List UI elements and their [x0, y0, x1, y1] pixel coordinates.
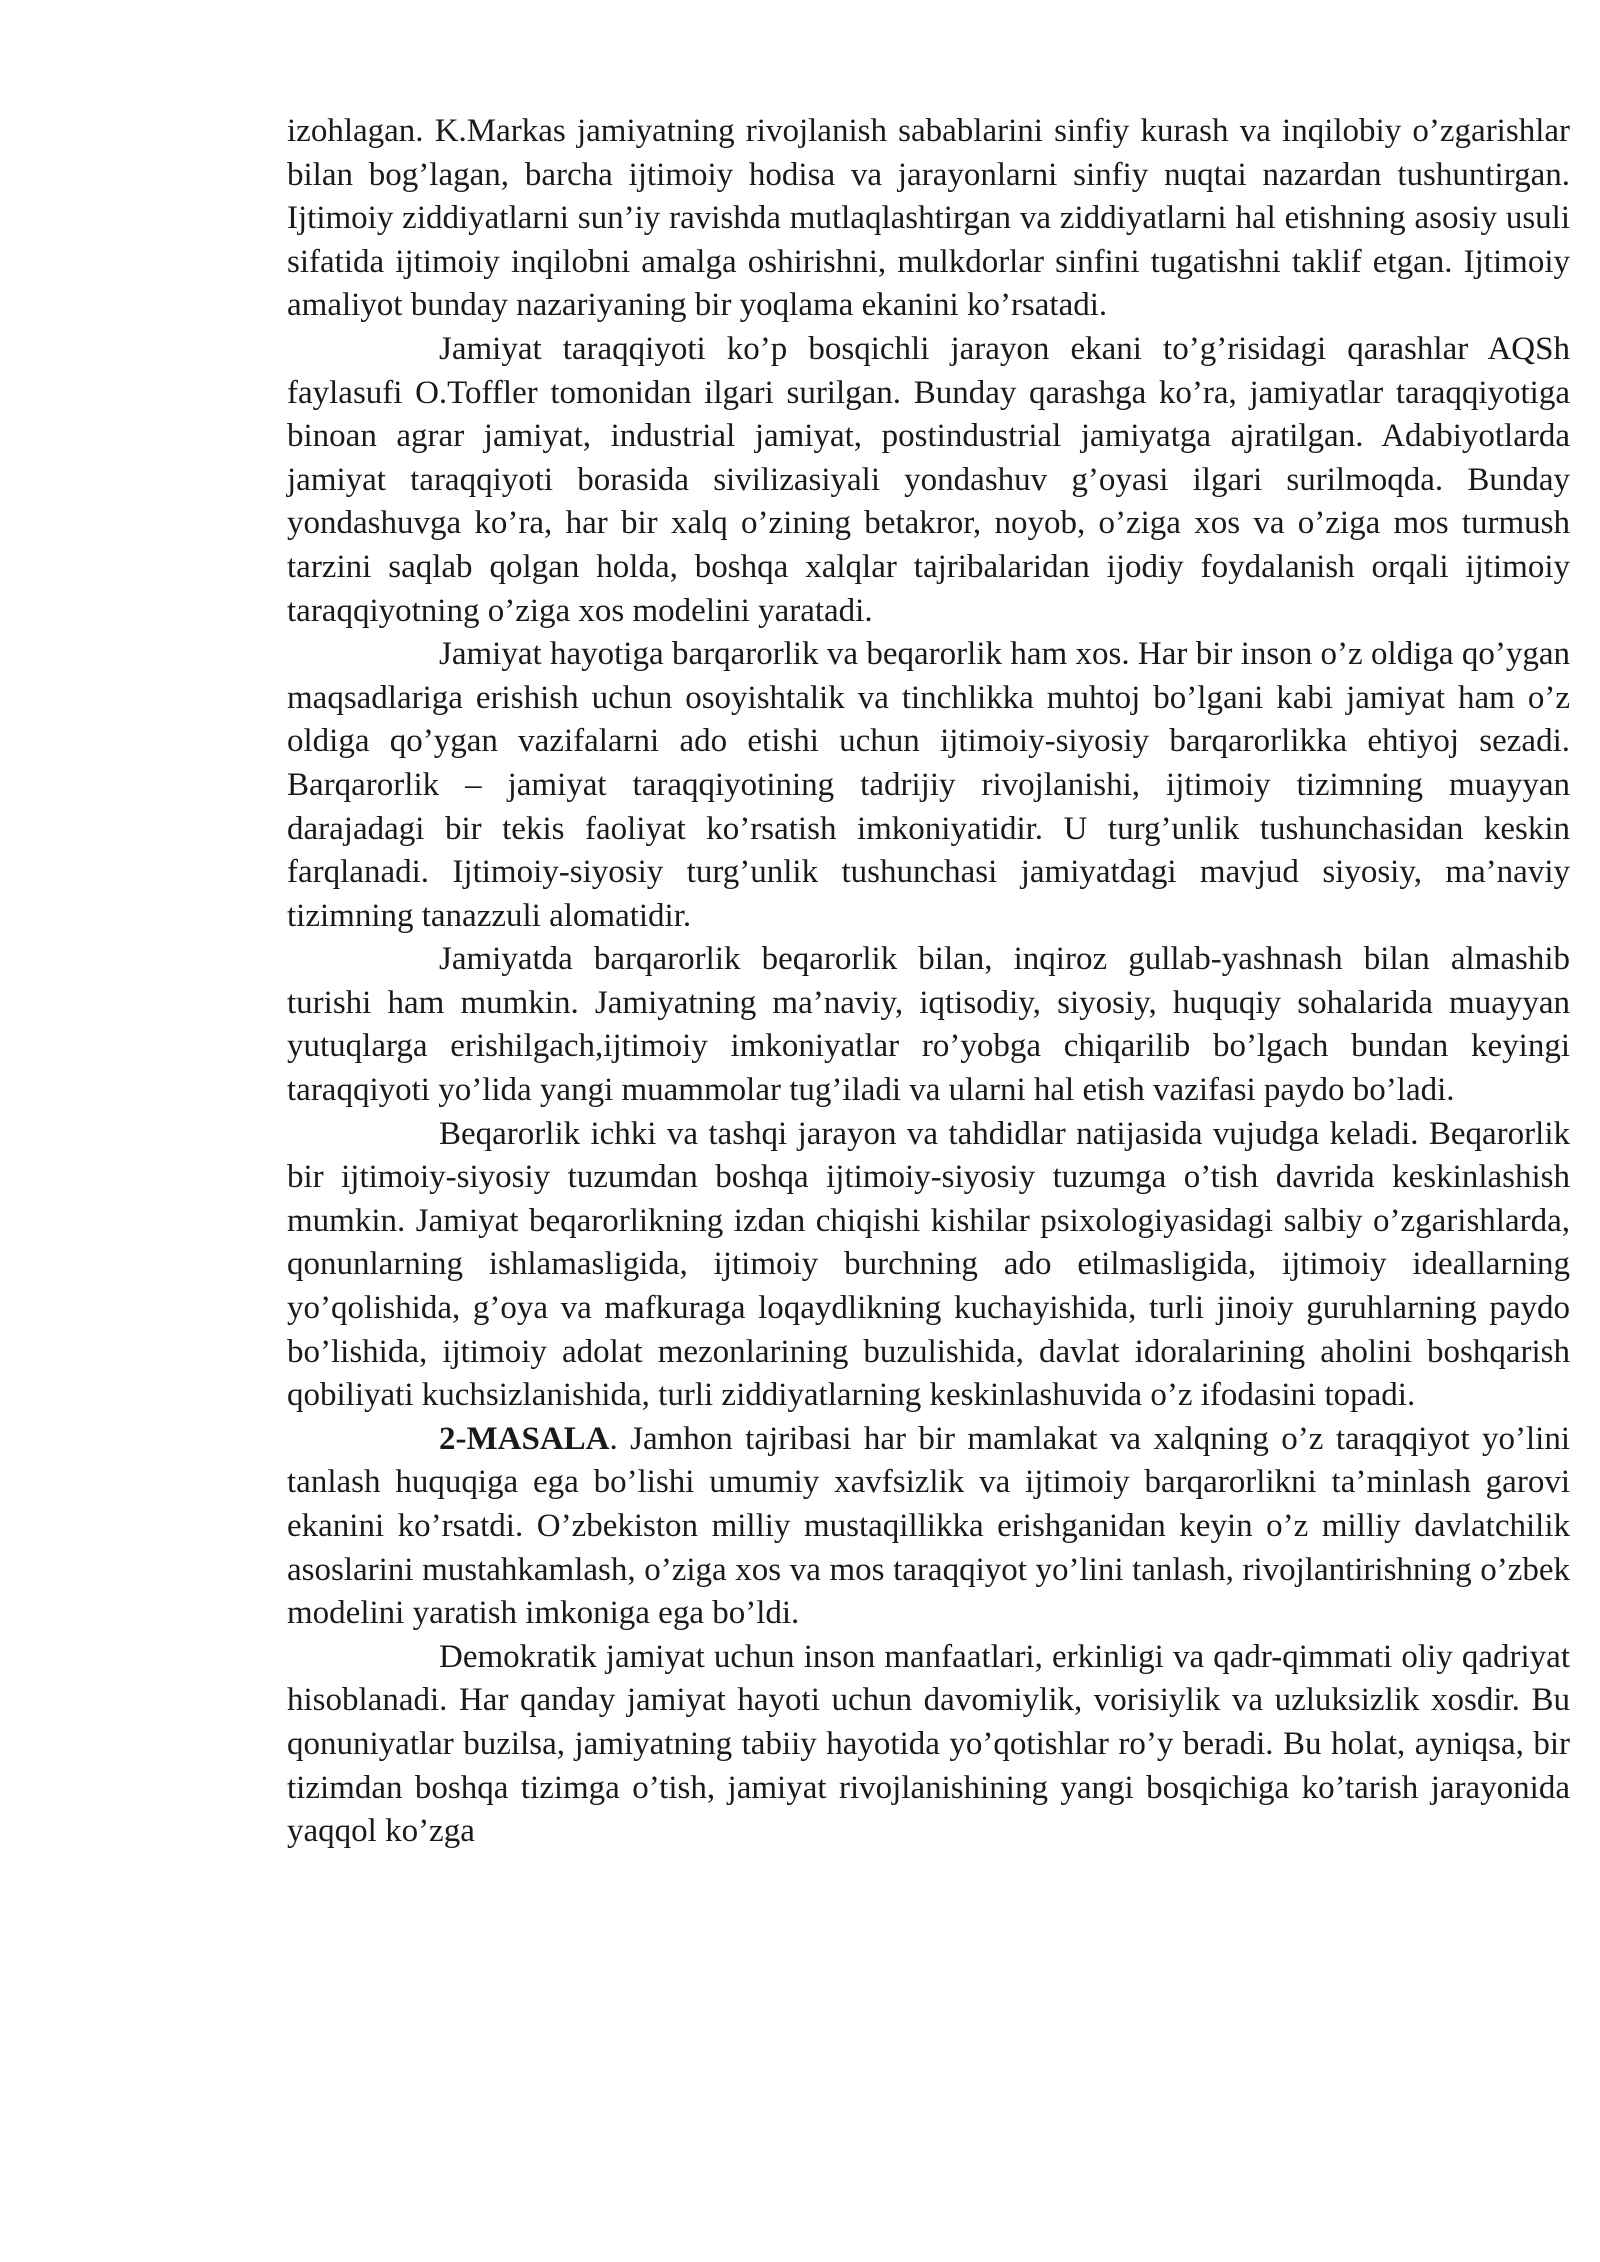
paragraph-2: Jamiyat taraqqiyoti ko’p bosqichli jarayon ekani to’g’risidagi qarashlar AQSh faylasufi O.Toffler tomonidan ilgari surilgan. Bunday qarashga ko’ra, jamiyatlar taraqqiyotiga binoan agrar jamiyat, industrial jamiyat, postindustrial jamiyatga ajratilgan. Adabiyotlarda jamiyat taraqqiyoti borasida sivilizasiyali yondashuv g’oyasi ilgari surilmoqda. Bunday yondashuvga ko’ra, har bir xalq o’zining betakror, noyob, o’ziga xos va o’ziga mos turmush tarzini saqlab qolgan holda, boshqa xalqlar tajribalaridan ijodiy foydalanish orqali ijtimoiy taraqqiyotning o’ziga xos modelini yaratadi. [287, 330, 1570, 629]
paragraph-4: Jamiyatda barqarorlik beqarorlik bilan, inqiroz gullab-yashnash bilan almashib turishi ham mumkin. Jamiyatning ma’naviy, iqtisodiy, siyosiy, huquqiy sohalarida muayyan yutuqlarga erishilgach,ijtimoiy imkoniyatlar ro’yobga chiqarilib bo’lgach bundan keyingi taraqqiyoti yo’lida yangi muammolar tug’iladi va ularni hal etish vazifasi paydo bo’ladi. [287, 941, 1570, 1109]
document-page [287, 110, 1570, 1854]
paragraph-7: Demokratik jamiyat uchun inson manfaatlari, erkinligi va qadr-qimmati oliy qadriyat hisoblanadi. Har qanday jamiyat hayoti uchun davomiylik, vorisiylik va uzluksizlik xosdir. Bu qonuniyatlar buzilsa, jamiyatning tabiiy hayotida yo’qotishlar ro’y beradi. Bu holat, ayniqsa, bir tizimdan boshqa tizimga o’tish, jamiyat rivojlanishining yangi bosqichiga ko’tarish jarayonida yaqqol ko’zga [287, 1638, 1570, 1850]
paragraph-1: izohlagan. K.Markas jamiyatning rivojlanish sabablarini sinfiy kurash va inqilobiy o’zgarishlar bilan bog’lagan, barcha ijtimoiy hodisa va jarayonlarni sinfiy nuqtai nazardan tushuntirgan. Ijtimoiy ziddiyatlarni sun’iy ravishda mutlaqlashtirgan va ziddiyatlarni hal etishning asosiy usuli sifatida ijtimoiy inqilobni amalga oshirishni, mulkdorlar sinfini tugatishni taklif etgan. Ijtimoiy amaliyot bunday nazariyaning bir yoqlama ekanini ko’rsatadi. [287, 113, 1570, 324]
paragraph-6 [287, 1418, 1570, 1636]
paragraph-5: Beqarorlik ichki va tashqi jarayon va tahdidlar natijasida vujudga keladi. Beqarorlik bir ijtimoiy-siyosiy tuzumdan boshqa ijtimoiy-siyosiy tuzumga o’tish davrida keskinlashish mumkin. Jamiyat beqarorlikning izdan chiqishi kishilar psixologiyasidagi salbiy o’zgarishlarda, qonunlarning ishlamasligida, ijtimoiy burchning ado etilmasligida, ijtimoiy ideallarning yo’qolishida, g’oya va mafkuraga loqaydlikning kuchayishida, turli jinoiy guruhlarning paydo bo’lishida, ijtimoiy adolat mezonlarining buzulishida, davlat idoralarining aholini boshqarish qobiliyati kuchsizlanishida, turli ziddiyatlarning keskinlashuvida o’z ifodasini topadi. [287, 1115, 1570, 1414]
paragraph-6-body: . Jamhon tajribasi har bir mamlakat va xalqning o’z taraqqiyot yo’lini tanlash huquqiga ega bo’lishi umumiy xavfsizlik va ijtimoiy barqarorlikni ta’minlash garovi ekanini ko’rsatdi. O’zbekiston milliy mustaqillikka erishganidan keyin o’z milliy davlatchilik asoslarini mustahkamlash, o’ziga xos va mos taraqqiyot yo’lini tanlash, rivojlantirishning o’zbek modelini yaratish imkoniga ega bo’ldi. [287, 1420, 1570, 1632]
paragraph-3: Jamiyat hayotiga barqarorlik va beqarorlik ham xos. Har bir inson o’z oldiga qo’ygan maqsadlariga erishish uchun osoyishtalik va tinchlikka muhtoj bo’lgani kabi jamiyat ham o’z oldiga qo’ygan vazifalarni ado etishi uchun ijtimoiy-siyosiy barqarorlikka ehtiyoj sezadi. Barqarorlik – jamiyat taraqqiyotining tadrijiy rivojlanishi, ijtimoiy tizimning muayyan darajadagi bir tekis faoliyat ko’rsatish imkoniyatidir. U turg’unlik tushunchasidan keskin farqlanadi. Ijtimoiy-siyosiy turg’unlik tushunchasi jamiyatdagi mavjud siyosiy, ma’naviy tizimning tanazzuli alomatidir. [287, 636, 1570, 934]
section-heading-2-masala: 2-MASALA [439, 1420, 610, 1457]
